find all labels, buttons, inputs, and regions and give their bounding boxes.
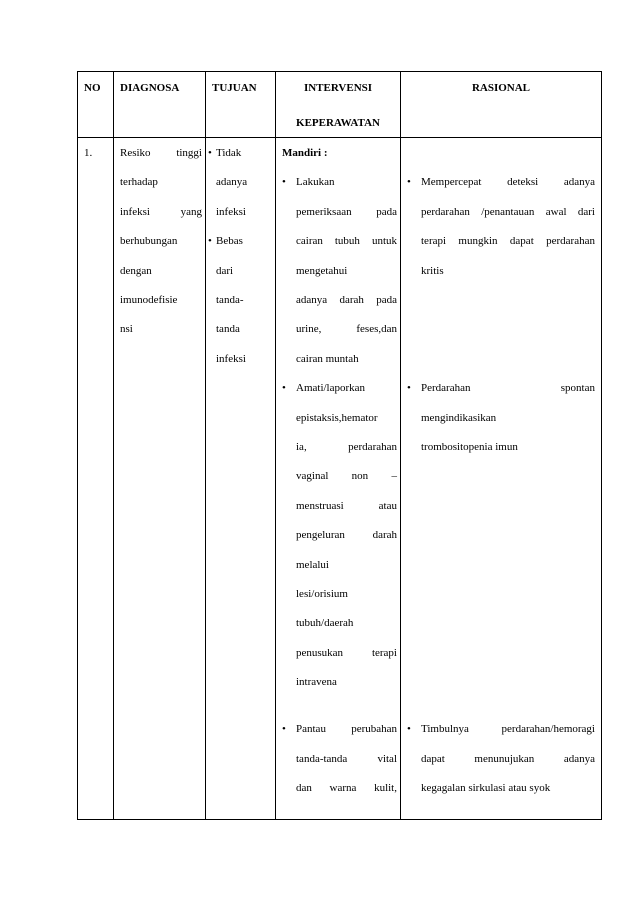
rasional-line: kritis xyxy=(421,264,444,277)
tujuan-line: dari xyxy=(216,264,234,277)
bullet-icon: • xyxy=(282,723,286,736)
header-no: NO xyxy=(78,72,114,138)
nursing-care-table xyxy=(77,71,602,820)
intervensi-line: vaginal non – xyxy=(296,470,397,483)
rasional-line: terapi mungkin dapat perdarahan xyxy=(421,235,595,248)
cell-intervensi xyxy=(276,138,401,820)
intervensi-line: cairan tubuh untuk xyxy=(296,235,397,248)
header-diagnosa: DIAGNOSA xyxy=(114,72,206,138)
header-tujuan: TUJUAN xyxy=(206,72,276,138)
rasional-line: perdarahan /penantauan awal dari xyxy=(421,205,595,218)
tujuan-line: adanya xyxy=(216,176,248,189)
rasional-line: Perdarahan spontan xyxy=(421,382,595,395)
row-number: 1. xyxy=(84,147,93,159)
cell-rasional xyxy=(401,138,602,820)
header-rasional xyxy=(401,72,602,138)
tujuan-line: infeksi xyxy=(216,352,246,365)
diagnosa-line: dengan xyxy=(120,264,152,277)
intervensi-line: Lakukan xyxy=(296,176,335,189)
intervensi-line: ia, perdarahan xyxy=(296,441,397,453)
rasional-line: mengindikasikan xyxy=(421,411,497,424)
rasional-line: Timbulnya perdarahan/hemoragi xyxy=(421,723,595,736)
table-header-row xyxy=(78,72,602,138)
cell-no xyxy=(78,138,114,820)
intervensi-line: cairan muntah xyxy=(296,352,359,365)
table-row xyxy=(78,138,602,820)
diagnosa-line: nsi xyxy=(120,323,133,336)
intervensi-line: menstruasi atau xyxy=(296,499,397,512)
intervensi-line: tubuh/daerah xyxy=(296,617,354,630)
header-intervensi-line2: KEPERAWATAN xyxy=(296,117,380,129)
header-intervensi xyxy=(276,72,401,138)
rasional-line: trombositopenia imun xyxy=(421,441,518,453)
cell-diagnosa xyxy=(114,138,206,820)
diagnosa-line: berhubungan xyxy=(120,235,178,248)
bullet-icon: • xyxy=(407,176,411,189)
rasional-line: Mempercepat deteksi adanya xyxy=(421,176,595,189)
intervensi-line: mengetahui xyxy=(296,264,348,277)
bullet-icon: • xyxy=(282,382,286,395)
intervensi-line: adanya darah pada xyxy=(296,294,397,306)
intervensi-line: pengeluran darah xyxy=(296,529,397,542)
intervensi-line: penusukan terapi xyxy=(296,646,397,659)
tujuan-line: tanda- xyxy=(216,294,244,306)
diagnosa-line: infeksi yang xyxy=(120,205,202,218)
bullet-icon: • xyxy=(208,147,212,159)
mandiri-label: Mandiri : xyxy=(282,147,328,159)
intervensi-line: melalui xyxy=(296,558,329,571)
tujuan-line: tanda xyxy=(216,323,240,336)
intervensi-line: intravena xyxy=(296,676,337,689)
intervensi-line: Amati/laporkan xyxy=(296,382,366,395)
diagnosa-line: Resiko tinggi xyxy=(120,147,202,159)
intervensi-line: tanda-tanda vital xyxy=(296,752,397,765)
tujuan-line: infeksi xyxy=(216,205,246,218)
intervensi-line: epistaksis,hemator xyxy=(296,411,378,424)
header-rasional-label: RASIONAL xyxy=(471,82,531,94)
tujuan-line: Bebas xyxy=(216,235,243,248)
intervensi-line: urine, feses,dan xyxy=(296,323,397,336)
diagnosa-line: terhadap xyxy=(120,176,158,189)
intervensi-line: dan warna kulit, xyxy=(296,782,397,795)
intervensi-line: pemeriksaan pada xyxy=(296,205,397,218)
bullet-icon: • xyxy=(407,382,411,395)
rasional-line: kegagalan sirkulasi atau syok xyxy=(421,782,551,795)
tujuan-line: Tidak xyxy=(216,147,242,159)
diagnosa-line: imunodefisie xyxy=(120,294,178,306)
intervensi-line: Pantau perubahan xyxy=(296,723,397,736)
bullet-icon: • xyxy=(282,176,286,189)
header-intervensi-line1: INTERVENSI xyxy=(303,82,373,94)
rasional-line: dapat menunujukan adanya xyxy=(421,752,595,765)
cell-tujuan xyxy=(206,138,276,820)
bullet-icon: • xyxy=(407,723,411,736)
intervensi-line: lesi/orisium xyxy=(296,588,348,600)
bullet-icon: • xyxy=(208,235,212,248)
